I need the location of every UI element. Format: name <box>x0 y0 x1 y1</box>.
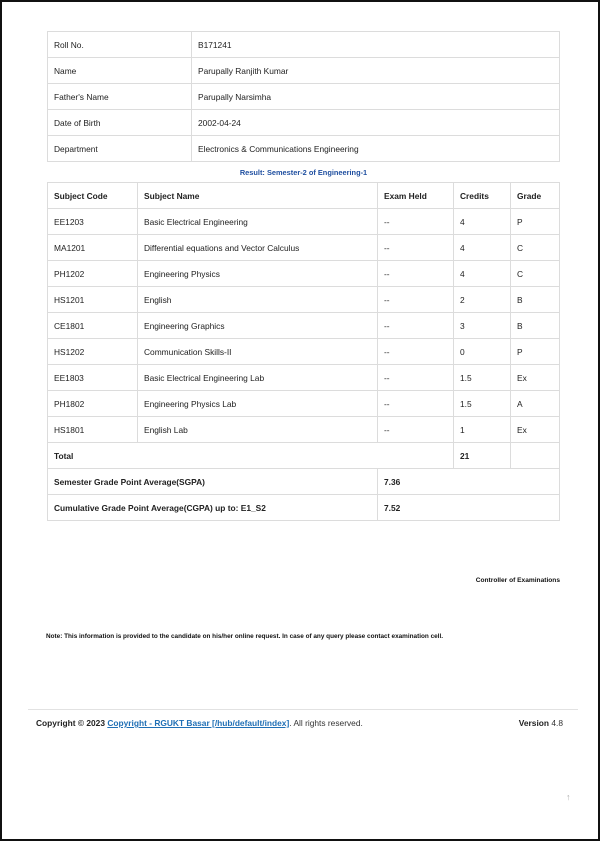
table-row <box>48 391 560 417</box>
dob-value: 2002-04-24 <box>192 110 560 136</box>
header-credits: Credits <box>454 183 511 209</box>
credits: 0 <box>454 339 511 365</box>
subject-code: EE1803 <box>48 365 138 391</box>
exam-held: -- <box>378 417 454 443</box>
subject-name: Engineering Graphics <box>138 313 378 339</box>
exam-held: -- <box>378 261 454 287</box>
grade: C <box>511 235 560 261</box>
credits: 3 <box>454 313 511 339</box>
subject-name: Basic Electrical Engineering Lab <box>138 365 378 391</box>
table-row <box>48 235 560 261</box>
version-value: 4.8 <box>551 718 563 728</box>
sgpa-row <box>48 469 560 495</box>
roll-label: Roll No. <box>48 32 192 58</box>
subject-name: English <box>138 287 378 313</box>
cgpa-label: Cumulative Grade Point Average(CGPA) up to: E1_S2 <box>48 495 378 521</box>
table-header-row <box>48 183 560 209</box>
header-grade: Grade <box>511 183 560 209</box>
table-row <box>48 287 560 313</box>
grade: P <box>511 209 560 235</box>
copyright-link[interactable]: Copyright - RGUKT Basar [/hub/default/index] <box>107 718 290 728</box>
table-row <box>48 32 560 58</box>
copyright-prefix: Copyright © 2023 <box>36 718 105 728</box>
credits: 2 <box>454 287 511 313</box>
total-label: Total <box>48 443 454 469</box>
cgpa-row <box>48 495 560 521</box>
exam-held: -- <box>378 209 454 235</box>
exam-held: -- <box>378 391 454 417</box>
table-row <box>48 339 560 365</box>
subject-code: EE1203 <box>48 209 138 235</box>
grade: B <box>511 313 560 339</box>
total-grade-empty <box>511 443 560 469</box>
table-row <box>48 136 560 162</box>
grade: A <box>511 391 560 417</box>
subject-name: Differential equations and Vector Calculus <box>138 235 378 261</box>
grade: C <box>511 261 560 287</box>
dob-label: Date of Birth <box>48 110 192 136</box>
grade: Ex <box>511 417 560 443</box>
sgpa-value: 7.36 <box>378 469 560 495</box>
version-label: Version <box>518 718 550 728</box>
subject-code: HS1801 <box>48 417 138 443</box>
grade: P <box>511 339 560 365</box>
table-row <box>48 110 560 136</box>
footer-divider <box>28 709 578 710</box>
subject-code: HS1202 <box>48 339 138 365</box>
header-exam-held: Exam Held <box>378 183 454 209</box>
footer-copyright <box>36 718 363 728</box>
department-label: Department <box>48 136 192 162</box>
exam-held: -- <box>378 287 454 313</box>
subject-code: PH1202 <box>48 261 138 287</box>
credits: 1.5 <box>454 365 511 391</box>
father-name-value: Parupally Narsimha <box>192 84 560 110</box>
subject-code: CE1801 <box>48 313 138 339</box>
total-credits: 21 <box>454 443 511 469</box>
result-caption: Result: Semester-2 of Engineering-1 <box>239 168 368 177</box>
controller-of-examinations: Controller of Examinations <box>475 577 560 584</box>
table-row <box>48 365 560 391</box>
table-row <box>48 313 560 339</box>
table-row <box>48 417 560 443</box>
credits: 1.5 <box>454 391 511 417</box>
table-row <box>48 58 560 84</box>
credits: 4 <box>454 261 511 287</box>
table-row <box>48 209 560 235</box>
disclaimer-note: Note: This information is provided to the candidate on his/her online request. In case of any query please contact examination cell. <box>46 633 444 640</box>
name-value: Parupally Ranjith Kumar <box>192 58 560 84</box>
grade: Ex <box>511 365 560 391</box>
credits: 4 <box>454 235 511 261</box>
sgpa-label: Semester Grade Point Average(SGPA) <box>48 469 378 495</box>
credits: 4 <box>454 209 511 235</box>
total-row <box>48 443 560 469</box>
department-value: Electronics & Communications Engineering <box>192 136 560 162</box>
subject-code: HS1201 <box>48 287 138 313</box>
subject-code: PH1802 <box>48 391 138 417</box>
version-info <box>519 718 563 728</box>
header-subject-code: Subject Code <box>48 183 138 209</box>
grade: B <box>511 287 560 313</box>
subject-name: English Lab <box>138 417 378 443</box>
father-name-label: Father's Name <box>48 84 192 110</box>
arrow-up-icon[interactable]: ↑ <box>566 792 571 802</box>
exam-held: -- <box>378 365 454 391</box>
subject-name: Basic Electrical Engineering <box>138 209 378 235</box>
subject-name: Communication Skills-II <box>138 339 378 365</box>
exam-held: -- <box>378 235 454 261</box>
subject-code: MA1201 <box>48 235 138 261</box>
subject-name: Engineering Physics <box>138 261 378 287</box>
table-row <box>48 261 560 287</box>
table-row <box>48 84 560 110</box>
exam-held: -- <box>378 339 454 365</box>
exam-held: -- <box>378 313 454 339</box>
name-label: Name <box>48 58 192 84</box>
roll-value: B171241 <box>192 32 560 58</box>
subject-name: Engineering Physics Lab <box>138 391 378 417</box>
cgpa-value: 7.52 <box>378 495 560 521</box>
copyright-suffix: . All rights reserved. <box>289 718 363 728</box>
header-subject-name: Subject Name <box>138 183 378 209</box>
credits: 1 <box>454 417 511 443</box>
result-table <box>47 182 560 521</box>
student-info-table <box>47 31 560 162</box>
